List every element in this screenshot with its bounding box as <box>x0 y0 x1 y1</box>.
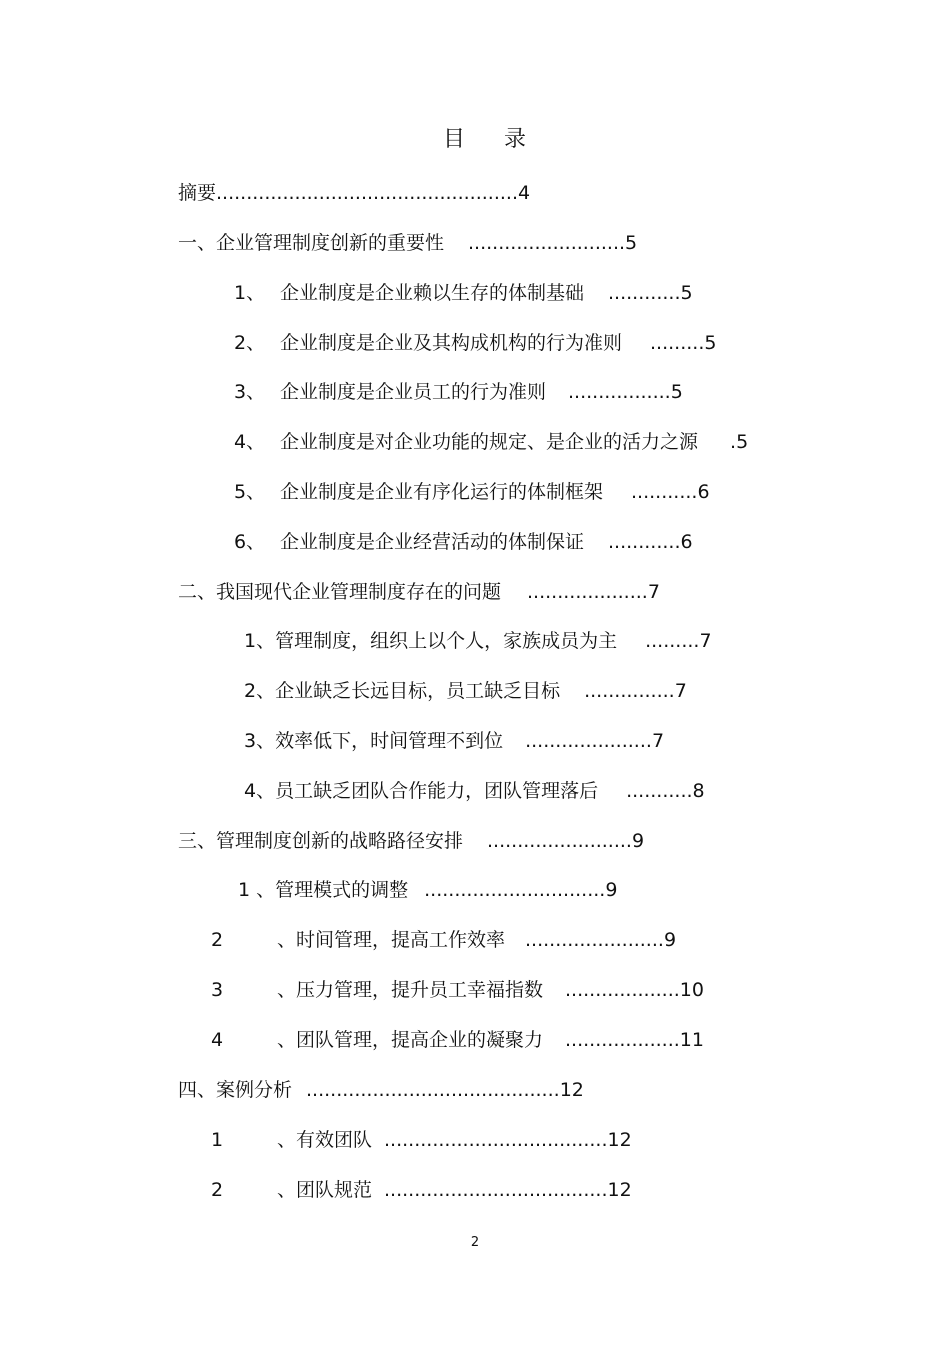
toc-entry-leader: .............................. <box>424 879 606 901</box>
toc-entry-number: 4、 <box>234 431 266 453</box>
toc-entry <box>244 677 687 705</box>
toc-entry-leader: .......................................... <box>306 1079 560 1101</box>
toc-entry-leader: ............ <box>608 282 681 304</box>
toc-entry-number: 6、 <box>234 531 266 553</box>
toc-entry-text: 四、案例分析 <box>178 1079 293 1101</box>
toc-entry-leader: ............ <box>608 531 681 553</box>
toc-entry-number: 1、 <box>234 282 266 304</box>
toc-entry-page: 8 <box>692 780 705 802</box>
toc-entry-text: 企业制度是企业有序化运行的体制框架 <box>280 481 604 503</box>
toc-entry-text: 、团队规范 <box>277 1179 373 1201</box>
toc-entry <box>178 578 660 606</box>
toc-entry-text: 1 、管理模式的调整 <box>238 879 409 901</box>
toc-entry-leader: ........................ <box>487 830 632 852</box>
toc-entry-number: 3 <box>211 979 224 1001</box>
toc-entry-page: 7 <box>647 581 660 603</box>
toc-entry <box>178 179 530 207</box>
toc-entry-text: 1、管理制度，组织上以个人，家族成员为主 <box>244 630 618 652</box>
toc-entry <box>178 827 644 855</box>
toc-entry-text: 三、管理制度创新的战略路径安排 <box>178 830 464 852</box>
toc-entry-page: 6 <box>680 531 693 553</box>
toc-entry-text: 企业制度是企业及其构成机构的行为准则 <box>280 332 623 354</box>
toc-entry-text: 企业制度是企业经营活动的体制保证 <box>280 531 585 553</box>
page-number: 2 <box>470 1235 480 1250</box>
toc-entry-text: 、压力管理，提升员工幸福指数 <box>277 979 544 1001</box>
toc-entry-text: 企业制度是企业赖以生存的体制基础 <box>280 282 585 304</box>
toc-entry-leader: ............... <box>584 680 675 702</box>
toc-entry-text: 企业制度是对企业功能的规定、是企业的活力之源 <box>280 431 699 453</box>
toc-entry <box>238 876 617 904</box>
toc-entry-leader: ................... <box>565 1029 680 1051</box>
toc-entry <box>234 428 748 456</box>
toc-entry-page: 5 <box>736 431 749 453</box>
toc-entry-page: 5 <box>680 282 693 304</box>
toc-entry-leader: ..................................... <box>384 1129 608 1151</box>
toc-entry <box>211 926 676 954</box>
toc-entry <box>244 777 705 805</box>
toc-entry-leader: ........... <box>631 481 698 503</box>
toc-entry-number: 4 <box>211 1029 224 1051</box>
toc-entry <box>244 627 712 655</box>
toc-entry-page: 12 <box>607 1129 632 1151</box>
toc-entry-leader: ....................... <box>525 929 664 951</box>
toc-entry-leader: ..................................... <box>384 1179 608 1201</box>
toc-entry-text: 、团队管理，提高企业的凝聚力 <box>277 1029 544 1051</box>
toc-entry-text: 4、员工缺乏团队合作能力，团队管理落后 <box>244 780 599 802</box>
toc-entry-page: 7 <box>674 680 687 702</box>
toc-entry <box>234 329 716 357</box>
toc-entry-text: 企业制度是企业员工的行为准则 <box>280 381 547 403</box>
toc-entry-page: 6 <box>697 481 710 503</box>
toc-entry-text: 摘要 <box>178 182 217 204</box>
toc-entry-page: 5 <box>625 232 638 254</box>
toc-entry-page: 9 <box>631 830 645 852</box>
toc-entry-number: 2、 <box>234 332 266 354</box>
toc-entry <box>211 1126 632 1154</box>
toc-entry <box>211 1176 632 1204</box>
toc-entry-page: 5 <box>704 332 717 354</box>
toc-entry-leader: ................... <box>565 979 680 1001</box>
toc-entry-leader: ..................... <box>525 730 652 752</box>
toc-entry-page: 12 <box>607 1179 632 1201</box>
toc-entry <box>178 229 637 257</box>
toc-entry-page: 9 <box>663 929 677 951</box>
toc-entry-page: 4 <box>518 182 531 204</box>
toc-entry-page: 10 <box>679 979 704 1001</box>
toc-entry-leader: .................... <box>527 581 648 603</box>
toc-entry-leader: .......................... <box>468 232 626 254</box>
toc-entry-page: 12 <box>559 1079 584 1101</box>
toc-entry-text: 2、企业缺乏长远目标，员工缺乏目标 <box>244 680 561 702</box>
toc-entry <box>244 727 664 755</box>
toc-entry-page: 7 <box>699 630 712 652</box>
toc-entry <box>234 279 693 307</box>
toc-entry-number: 5、 <box>234 481 266 503</box>
toc-entry-number: 2 <box>211 929 224 951</box>
toc-entry <box>211 976 704 1004</box>
toc-entry-page: 9 <box>605 879 618 901</box>
toc-entry-text: 一、企业管理制度创新的重要性 <box>178 232 445 254</box>
toc-entry-text: 、时间管理，提高工作效率 <box>277 929 506 951</box>
toc-entry-leader: ......... <box>645 630 700 652</box>
toc-entry-leader: ......... <box>650 332 705 354</box>
toc-entry-page: 5 <box>670 381 683 403</box>
toc-entry-text: 二、我国现代企业管理制度存在的问题 <box>178 581 502 603</box>
toc-entry-number: 1 <box>211 1129 224 1151</box>
toc-entry-number: 2 <box>211 1179 224 1201</box>
toc-entry <box>234 478 710 506</box>
toc-entry-leader: .................................................. <box>216 182 518 204</box>
toc-entry-number: 3、 <box>234 381 266 403</box>
toc-entry <box>178 1076 584 1104</box>
toc-entry-text: 、有效团队 <box>277 1129 373 1151</box>
toc-entry <box>234 378 683 406</box>
toc-entry <box>234 528 693 556</box>
toc-entry-leader: . <box>730 431 737 453</box>
toc-entry-leader: ........... <box>626 780 693 802</box>
toc-entry-page: 7 <box>651 730 665 752</box>
toc-entry-text: 3、效率低下，时间管理不到位 <box>244 730 504 752</box>
toc-entry-leader: ................. <box>568 381 671 403</box>
toc-title: 目 录 <box>443 127 542 152</box>
toc-entry-page: 11 <box>679 1029 704 1051</box>
toc-entry <box>211 1026 704 1054</box>
